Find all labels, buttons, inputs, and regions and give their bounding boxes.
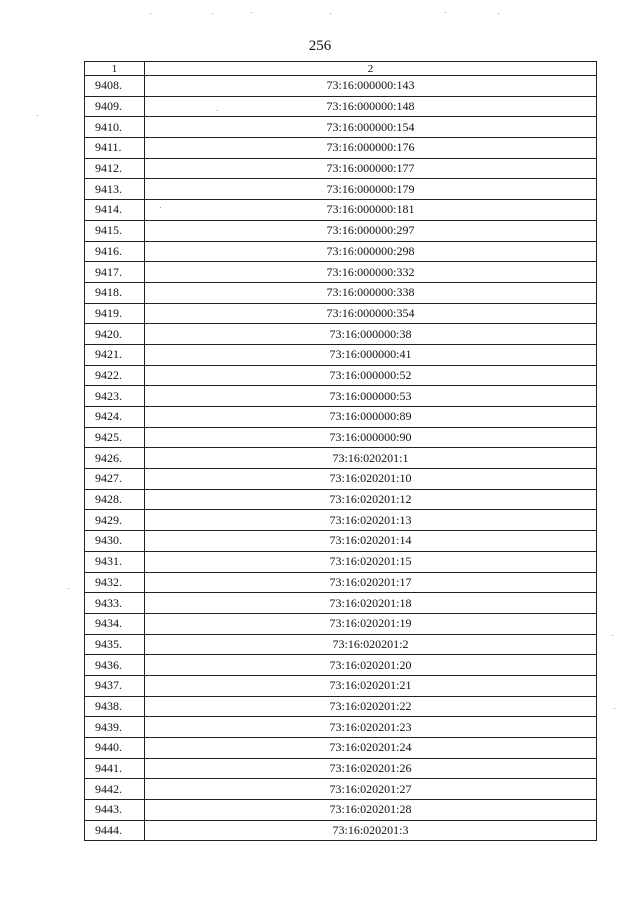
row-number: 9437. xyxy=(85,675,145,696)
row-number: 9409. xyxy=(85,96,145,117)
table-row xyxy=(85,324,597,345)
row-number: 9439. xyxy=(85,717,145,738)
scan-speck xyxy=(614,708,615,709)
row-number: 9433. xyxy=(85,593,145,614)
cadastral-number: 73:16:000000:143 xyxy=(145,76,597,97)
row-number: 9443. xyxy=(85,800,145,821)
cadastral-number: 73:16:020201:12 xyxy=(145,489,597,510)
row-number: 9430. xyxy=(85,531,145,552)
table-row xyxy=(85,675,597,696)
cadastral-number: 73:16:020201:10 xyxy=(145,469,597,490)
row-number: 9434. xyxy=(85,613,145,634)
cadastral-number: 73:16:000000:38 xyxy=(145,324,597,345)
table-row xyxy=(85,427,597,448)
cadastral-number: 73:16:020201:26 xyxy=(145,758,597,779)
row-number: 9428. xyxy=(85,489,145,510)
table-row xyxy=(85,117,597,138)
table-row xyxy=(85,344,597,365)
row-number: 9438. xyxy=(85,696,145,717)
table-header-row xyxy=(85,62,597,76)
cadastral-number: 73:16:020201:18 xyxy=(145,593,597,614)
row-number: 9418. xyxy=(85,282,145,303)
table-row xyxy=(85,634,597,655)
table-row xyxy=(85,158,597,179)
table-row xyxy=(85,282,597,303)
table-row xyxy=(85,365,597,386)
cadastral-number: 73:16:000000:297 xyxy=(145,220,597,241)
table-row xyxy=(85,531,597,552)
row-number: 9421. xyxy=(85,344,145,365)
table-row xyxy=(85,572,597,593)
cadastral-number: 73:16:000000:332 xyxy=(145,262,597,283)
row-number: 9441. xyxy=(85,758,145,779)
cadastral-number: 73:16:000000:52 xyxy=(145,365,597,386)
cadastral-number: 73:16:020201:17 xyxy=(145,572,597,593)
row-number: 9424. xyxy=(85,407,145,428)
row-number: 9419. xyxy=(85,303,145,324)
cadastral-number: 73:16:000000:179 xyxy=(145,179,597,200)
row-number: 9429. xyxy=(85,510,145,531)
row-number: 9444. xyxy=(85,820,145,841)
cadastral-number: 73:16:020201:15 xyxy=(145,551,597,572)
cadastral-number: 73:16:000000:89 xyxy=(145,407,597,428)
table-row xyxy=(85,779,597,800)
cadastral-number: 73:16:000000:41 xyxy=(145,344,597,365)
table-row xyxy=(85,138,597,159)
row-number: 9420. xyxy=(85,324,145,345)
column-header-2: 2 xyxy=(145,62,597,76)
table-row xyxy=(85,738,597,759)
scan-speck xyxy=(68,588,69,589)
row-number: 9411. xyxy=(85,138,145,159)
table-row xyxy=(85,220,597,241)
cadastral-number: 73:16:000000:298 xyxy=(145,241,597,262)
table-row xyxy=(85,386,597,407)
cadastral-number: 73:16:000000:148 xyxy=(145,96,597,117)
cadastral-number: 73:16:020201:27 xyxy=(145,779,597,800)
row-number: 9416. xyxy=(85,241,145,262)
row-number: 9442. xyxy=(85,779,145,800)
table-row xyxy=(85,489,597,510)
cadastral-number: 73:16:020201:22 xyxy=(145,696,597,717)
scan-speck xyxy=(212,13,213,14)
cadastral-number: 73:16:000000:354 xyxy=(145,303,597,324)
table-header xyxy=(85,62,597,76)
scan-speck xyxy=(498,13,499,14)
scan-speck xyxy=(37,115,38,116)
table-row xyxy=(85,717,597,738)
table-row xyxy=(85,593,597,614)
cadastral-number: 73:16:020201:19 xyxy=(145,613,597,634)
table-row xyxy=(85,820,597,841)
scan-speck xyxy=(445,12,446,13)
row-number: 9432. xyxy=(85,572,145,593)
table-row xyxy=(85,551,597,572)
cadastral-number: 73:16:020201:21 xyxy=(145,675,597,696)
row-number: 9412. xyxy=(85,158,145,179)
row-number: 9436. xyxy=(85,655,145,676)
table-row xyxy=(85,448,597,469)
row-number: 9440. xyxy=(85,738,145,759)
row-number: 9431. xyxy=(85,551,145,572)
scan-speck xyxy=(251,12,252,13)
table-body xyxy=(85,76,597,841)
row-number: 9408. xyxy=(85,76,145,97)
scan-speck xyxy=(160,207,161,208)
cadastral-number: 73:16:000000:177 xyxy=(145,158,597,179)
row-number: 9425. xyxy=(85,427,145,448)
table-row xyxy=(85,241,597,262)
scan-speck xyxy=(150,13,151,14)
cadastral-number: 73:16:000000:176 xyxy=(145,138,597,159)
scan-speck xyxy=(217,110,218,111)
cadastral-number: 73:16:020201:20 xyxy=(145,655,597,676)
scan-speck xyxy=(612,635,613,636)
row-number: 9417. xyxy=(85,262,145,283)
table-row xyxy=(85,407,597,428)
table-row xyxy=(85,76,597,97)
page-number: 256 xyxy=(308,38,332,54)
table-row xyxy=(85,200,597,221)
cadastral-number: 73:16:020201:13 xyxy=(145,510,597,531)
table-row xyxy=(85,655,597,676)
table-row xyxy=(85,262,597,283)
table-row xyxy=(85,303,597,324)
registry-table xyxy=(84,61,597,841)
table-row xyxy=(85,696,597,717)
cadastral-number: 73:16:000000:338 xyxy=(145,282,597,303)
table-row xyxy=(85,96,597,117)
row-number: 9415. xyxy=(85,220,145,241)
cadastral-number: 73:16:020201:28 xyxy=(145,800,597,821)
row-number: 9413. xyxy=(85,179,145,200)
table-row xyxy=(85,179,597,200)
row-number: 9435. xyxy=(85,634,145,655)
row-number: 9423. xyxy=(85,386,145,407)
cadastral-number: 73:16:000000:181 xyxy=(145,200,597,221)
table-row xyxy=(85,800,597,821)
row-number: 9427. xyxy=(85,469,145,490)
cadastral-number: 73:16:000000:53 xyxy=(145,386,597,407)
cadastral-number: 73:16:020201:1 xyxy=(145,448,597,469)
cadastral-number: 73:16:020201:23 xyxy=(145,717,597,738)
table-row xyxy=(85,469,597,490)
cadastral-number: 73:16:000000:154 xyxy=(145,117,597,138)
table-row xyxy=(85,510,597,531)
cadastral-number: 73:16:020201:3 xyxy=(145,820,597,841)
column-header-1: 1 xyxy=(85,62,145,76)
row-number: 9426. xyxy=(85,448,145,469)
table-row xyxy=(85,758,597,779)
cadastral-number: 73:16:020201:14 xyxy=(145,531,597,552)
table-row xyxy=(85,613,597,634)
cadastral-number: 73:16:020201:2 xyxy=(145,634,597,655)
cadastral-number: 73:16:020201:24 xyxy=(145,738,597,759)
cadastral-number: 73:16:000000:90 xyxy=(145,427,597,448)
row-number: 9414. xyxy=(85,200,145,221)
row-number: 9410. xyxy=(85,117,145,138)
scan-speck xyxy=(330,13,331,14)
row-number: 9422. xyxy=(85,365,145,386)
